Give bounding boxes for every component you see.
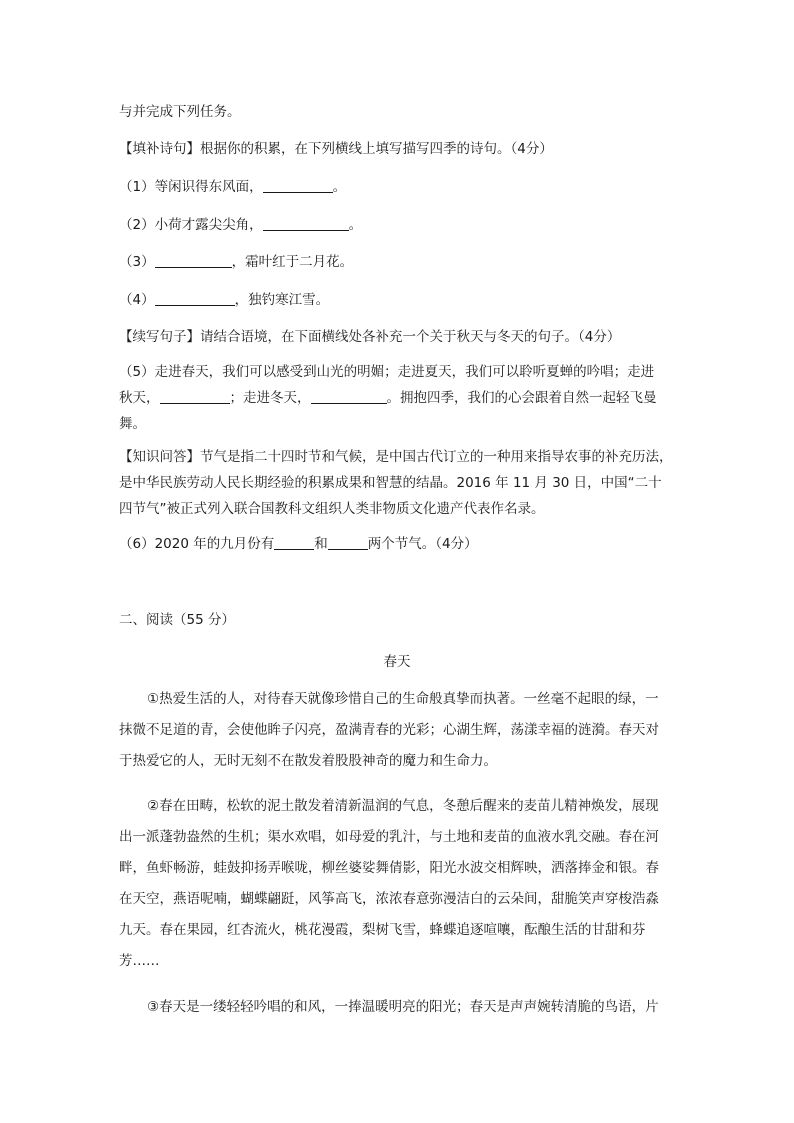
question-5-autumn: 秋天， [119,390,160,406]
paragraph-2 [119,791,679,977]
question-3 [119,250,353,270]
question-5-winter: ；走进冬天， [229,390,311,406]
question-1-end: 。 [332,179,347,195]
continue-writing-header: 【续写句子】请结合语境，在下面横线处各补充一个关于秋天与冬天的句子。（4分） [119,329,621,345]
question-3-num: （3） [119,254,155,270]
question-3-text: ，霜叶红于二月花。 [231,254,354,270]
answer-blank[interactable] [328,535,368,550]
answer-blank[interactable] [311,389,387,404]
answer-blank[interactable] [155,253,232,268]
paragraph-2-line: 九天。春在果园，红杏流火，桃花漫霞，梨树飞雪，蜂蝶追逐喧嚷，酝酿生活的甘甜和芬 [119,922,646,938]
answer-blank[interactable] [263,178,333,193]
question-5-end: 。拥抱四季，我们的心会跟着自然一起轻飞曼 [386,390,657,406]
question-2-end: 。 [348,217,363,233]
question-4-num: （4） [119,292,155,308]
paragraph-1-line: 于热爱它的人，无时无刻不在散发着股股神奇的魔力和生命力。 [119,753,497,769]
knowledge-line2: 是中华民族劳动人民长期经验的积累成果和智慧的结晶。2016 年 11 月 30 日，中国“二十 [119,475,662,491]
question-4 [119,288,329,308]
paragraph-3-line: ③春天是一缕轻轻吟唱的和风，一捧温暖明亮的阳光；春天是声声婉转清脆的鸟语，片 [147,999,659,1015]
paragraph-2-line: 畔，鱼虾畅游，蛙鼓抑扬弄喉咙，柳丝婆娑舞倩影，阳光水波交相辉映，洒落捧金和银。春 [119,860,659,876]
answer-blank[interactable] [155,291,235,306]
paragraph-1-line: ①热爱生活的人，对待春天就像珍惜自己的生命般真挚而执著。一丝毫不起眼的绿，一 [147,691,659,707]
question-6-end: 两个节气。（4分） [367,536,478,552]
paragraph-2-line: 出一派蓬勃盎然的生机；渠水欢唱，如母爱的乳汁，与土地和麦苗的血液水乳交融。春在河 [119,829,659,845]
question-4-text: ，独钓寒江雪。 [234,292,330,308]
question-5-line3: 舞。 [119,416,146,432]
knowledge-line3: 四节气”被正式列入联合国教科文组织人类非物质文化遗产代表作名录。 [119,501,545,517]
question-5-line1: （5）走进春天，我们可以感受到山光的明媚；走进夏天，我们可以聆听夏蝉的吟唱；走进 [119,364,655,380]
question-2-text: （2）小荷才露尖尖角， [119,217,263,233]
answer-blank[interactable] [160,389,230,404]
paragraph-2-line: ②春在田畴，松软的泥土散发着清新温润的气息，冬憩后醒来的麦苗儿精神焕发，展现 [147,798,659,814]
paragraph-3 [119,992,679,1023]
knowledge-line1: 【知识问答】节气是指二十四时节和气候，是中国古代订立的一种用来指导农事的补充历法， [119,449,673,465]
paragraph-1-line: 抹微不足道的青，会使他眸子闪亮，盈满青春的光彩；心湖生辉，荡漾幸福的涟漪。春天对 [119,722,659,738]
question-1 [119,175,346,195]
question-2 [119,213,362,233]
question-6-and: 和 [314,536,328,552]
section-heading: 二、阅读（55 分） [119,612,235,628]
question-1-text: （1）等闲识得东风面， [119,179,263,195]
fill-poetry-header: 【填补诗句】根据你的积累，在下列横线上填写描写四季的诗句。（4分） [119,141,553,157]
paragraph-1 [119,684,679,777]
question-6 [119,532,478,552]
question-5-line2 [119,386,657,406]
answer-blank[interactable] [274,535,314,550]
question-6-text: （6）2020 年的九月份有 [119,536,275,552]
paragraph-2-line: 芳…… [119,953,160,969]
paragraph-2-line: 在天空，燕语呢喃，蝴蝶翩跹，风筝高飞，浓浓春意弥漫洁白的云朵间，甜脆笑声穿梭浩淼 [119,891,659,907]
article-title: 春天 [383,654,411,670]
answer-blank[interactable] [263,216,349,231]
intro-text: 与并完成下列任务。 [119,104,241,120]
